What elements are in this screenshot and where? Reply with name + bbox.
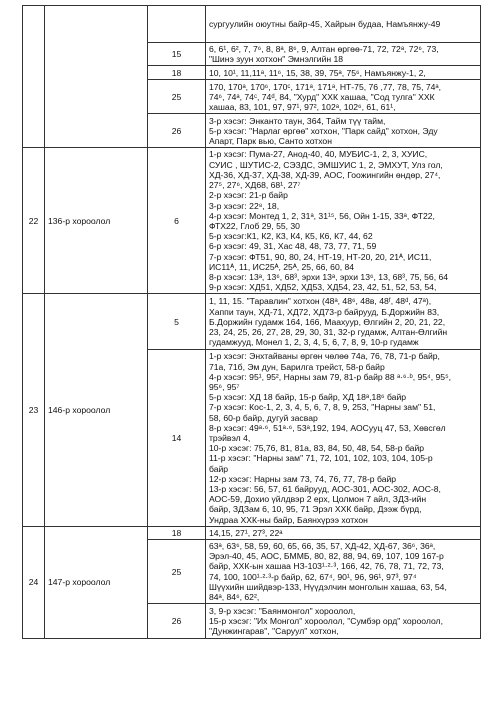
row-number-cell	[23, 6, 45, 148]
address-line: 95⁶, 95⁷	[209, 382, 240, 393]
address-line: АОС-59, Дохио үйлдвэр 2 ерх, Цолмон 7 айл, ЗДЗ-ийн	[209, 494, 427, 505]
address-line: ХД-36, ХД-37, ХД-38, ХД-39, АОС, Гоожингийн өндөр, 27⁴,	[209, 169, 441, 180]
address-line: байр, ЗДЗам 6, 10, 95, 71 Эрэл ХХК байр, Дээж бүрд,	[209, 504, 422, 515]
address-line: 63ᵃ, 63⁶, 58, 59, 60, 65, 66, 35, 57, ХД-42, ХД-67, 36⁶, 36ᵃ,	[209, 541, 436, 552]
address-line: 3-р хэсэг: 22⁸, 18,	[209, 200, 280, 211]
address-cell	[206, 604, 481, 639]
address-line: ФТХ22, Глоб 29, 55, 30	[209, 220, 300, 231]
address-cell	[206, 66, 481, 80]
address-line: Хаппи таун, ХД-71, ХД72, ХД73-р байрууд, Б.Доржийн 83,	[209, 306, 440, 317]
address-line: "Дунжингарав", "Саруул" хотхон,	[209, 626, 339, 637]
address-line: 71а, 71б, Эм дун, Барилга трейст, 58-р байр	[209, 361, 385, 372]
address-line: 58, 60-р байр, дугуй засвар	[209, 412, 318, 423]
address-line: 23, 24, 25, 26, 27, 28, 29, 30, 31, 32-р гудамж, Алтан-Өлгийн	[209, 327, 448, 337]
address-cell	[206, 6, 481, 43]
address-line: 1-р хэсэг: Пума-27, Анод-40, 40, МУБИС-1, 2, 3, ХУИС,	[209, 149, 428, 160]
khoroo-cell: 14	[148, 350, 206, 526]
khoroo-cell: 25	[148, 540, 206, 604]
address-line: 1, 11, 15. "Таравлин" хотхон (48ᵃ, 48⁶, 48в, 48ᶠ, 48ᵈ, 47ᵃ),	[209, 296, 432, 307]
address-line: 2-р хэсэг: 21-р байр	[209, 190, 288, 201]
khoroo-cell	[148, 6, 206, 43]
address-cell	[206, 43, 481, 66]
address-table	[22, 5, 481, 639]
address-line: 5-р хэсэг: "Нарлаг өргөө" хотхон, "Парк сайд" хотхон, Эду	[209, 125, 438, 136]
address-line: 1-р хэсэг: Энхтайваны өргөн чөлөө 74а, 76, 78, 71-р байр,	[209, 351, 440, 362]
address-line: хашаа, 83, 101, 97, 97¹, 97², 102ᵃ, 102⁶, 61, 61¹,	[209, 102, 396, 112]
address-line: байр	[209, 463, 229, 474]
address-line: 84ᵃ, 84⁶, 62²,	[209, 592, 260, 603]
address-line: ИС11ᴬ, 11, ИС25ᴬ, 25ᴬ, 25, 66, 60, 84	[209, 261, 355, 272]
row-number-cell: 24	[23, 526, 45, 638]
address-line: "Шинэ зуун хотхон" Эмнэлгийн 18	[209, 54, 344, 65]
address-line: 12-р хэсэг: Нарны зам 73, 74, 76, 77, 78-р байр	[209, 473, 397, 484]
address-line: 4-р хэсэг: Монтед 1, 2, 31ᵃ, 31¹⁵, 56, Ойн 1-15, 33ᵃ, ФТ22,	[209, 210, 435, 221]
address-line: 3, 9-р хэсэг: "Баянмонгол" хороолол,	[209, 605, 356, 616]
address-line: байр, ХХК-ын хашаа НЗ-103¹·²·³, 166, 42, 76, 78, 71, 72, 73,	[209, 561, 444, 572]
address-line: 7-р хэсэг: ФТ51, 90, 80, 24, НТ-19, НТ-20, 20, 21ᴬ, ИС11,	[209, 251, 432, 262]
table-row	[23, 526, 481, 539]
address-cell	[206, 148, 481, 294]
address-line: 13-р хэсэг: 56, 57, 61 байрууд, АОС-301, АОС-302, АОС-8,	[209, 484, 441, 495]
address-line: трэйвэл 4,	[209, 433, 251, 444]
address-line: 8-р хэсэг: 13ᵃ, 13⁶, 68³, эрхи 13ᵃ, эрхи 13⁶, 13, 68³, 75, 56, 64	[209, 271, 449, 282]
address-line: 5-р хэсэг: ХД 18 байр, 15-р байр, ХД 18ᵃ,18⁶ байр	[209, 392, 407, 403]
district-cell	[45, 6, 148, 148]
address-line: 27⁵, 27⁶, ХД68, 68¹, 27⁷	[209, 180, 301, 191]
address-cell	[206, 114, 481, 148]
khoroo-cell: 15	[148, 43, 206, 66]
address-line: сургуулийн оюутны байр-45, Хайрын будаа, Намъянжу-49	[209, 18, 441, 29]
address-cell	[206, 80, 481, 114]
address-line: 5-р хэсэг:К1, К2, К3, К4, К5, К6, К7, 44, 62	[209, 231, 373, 242]
address-line: 6, 6¹, 6², 7, 7⁶, 8, 8ᵃ, 8⁶, 9, Алтан өргөө-71, 72, 72ᵃ, 72⁶, 73,	[209, 44, 439, 54]
address-line: 74, 100, 100¹·²·³-р байр, 62, 67⁴, 90¹, 96, 96¹, 97³, 97⁴	[209, 571, 417, 582]
table-row	[23, 294, 481, 350]
row-number-cell: 22	[23, 148, 45, 294]
address-line: 11-р хэсэг: "Нарны зам" 71, 72, 101, 102, 103, 104, 105-р	[209, 453, 433, 464]
address-line: 6-р хэсэг: 49, 31, Хас 48, 48, 73, 77, 71, 59	[209, 241, 377, 252]
khoroo-cell: 25	[148, 80, 206, 114]
address-cell	[206, 350, 481, 526]
row-number-cell: 23	[23, 294, 45, 526]
district-cell: 146-р хороолол	[45, 294, 148, 526]
address-cell	[206, 294, 481, 350]
khoroo-cell: 18	[148, 66, 206, 80]
address-line: Шүүхийн шийдвэр-133, Нүүдэлчин монголын хашаа, 63, 54,	[209, 581, 447, 592]
khoroo-cell: 26	[148, 114, 206, 148]
address-line: Эрэл-40, 45, АОС, БММБ, 80, 82, 88, 94, 69, 107, 109 167-р	[209, 551, 444, 562]
address-line: СУИС , ШУТИС-2, СЭЗДС, ЭМШУИС 1, 2, ЭМХУТ, Улз гол,	[209, 159, 443, 170]
khoroo-cell: 5	[148, 294, 206, 350]
address-line: 74⁶, 74ᵃ, 74ᶜ, 74ᵈ, 84, "Хурд" ХХК хашаа, "Сод тулга" ХХК	[209, 91, 435, 102]
address-cell	[206, 540, 481, 604]
khoroo-cell: 6	[148, 148, 206, 294]
address-line: Б.Доржийн гудамж 164, 166, Маахуур, Өлгийн 2, 20, 21, 22,	[209, 316, 446, 327]
address-line: гудамжууд, Монел 1, 2, 3, 4, 5, 6, 7, 8, 9, 10-р гудамж	[209, 337, 419, 348]
district-cell: 147-р хороолол	[45, 526, 148, 638]
table-row	[23, 148, 481, 294]
address-line: Ундраа ХХК-ны байр, Баянхүрээ хотхон	[209, 514, 368, 525]
address-line: 15-р хэсэг: "Их Монгол" хороолол, "Сумбэр орд" хороолол,	[209, 616, 443, 627]
address-line: 10, 10¹, 11,11ᵃ, 11⁶, 15, 38, 39, 75ᵃ, 75⁶, Намъянжу-1, 2,	[209, 67, 426, 78]
address-line: 9-р хэсэг: ХД51, ХД52, ХД53, ХД54, 23, 42, 51, 52, 53, 54,	[209, 282, 437, 293]
address-line: 3-р хэсэг: Энканто таун, 364, Тайм түү тайм,	[209, 115, 386, 126]
khoroo-cell: 26	[148, 604, 206, 639]
address-line: 4-р хэсэг: 95¹, 95², Нарны зам 79, 81-р байр 88 ᵃ·⁶·ᵇ, 95⁴, 95⁵,	[209, 371, 452, 382]
address-line: 8-р хэсэг: 49ᵃ·⁶, 51ᵃ·⁶, 53ᵃ,192, 194, АОСууц 47, 53, Хөвсгөл	[209, 422, 446, 433]
address-line: 14,15, 27¹, 27³, 22ᵃ	[209, 527, 283, 538]
address-line: 10-р хэсэг: 75,76, 81, 81а, 83, 84, 50, 48, 54, 58-р байр	[209, 443, 425, 454]
address-line: 170, 170ᵃ, 170⁶, 170ᶜ, 171ᵃ, 171ᵃ, НТ-75, 76 ,77, 78, 75, 74ᵃ,	[209, 81, 441, 92]
district-cell: 136-р хороолол	[45, 148, 148, 294]
table-row	[23, 6, 481, 43]
khoroo-cell: 18	[148, 526, 206, 539]
address-line: Апарт, Парк вью, Санто хотхон	[209, 136, 332, 146]
address-cell	[206, 526, 481, 539]
address-line: 7-р хэсэг: Кос-1, 2, 3, 4, 5, 6, 7, 8, 9, 253, "Нарны зам" 51,	[209, 402, 436, 413]
